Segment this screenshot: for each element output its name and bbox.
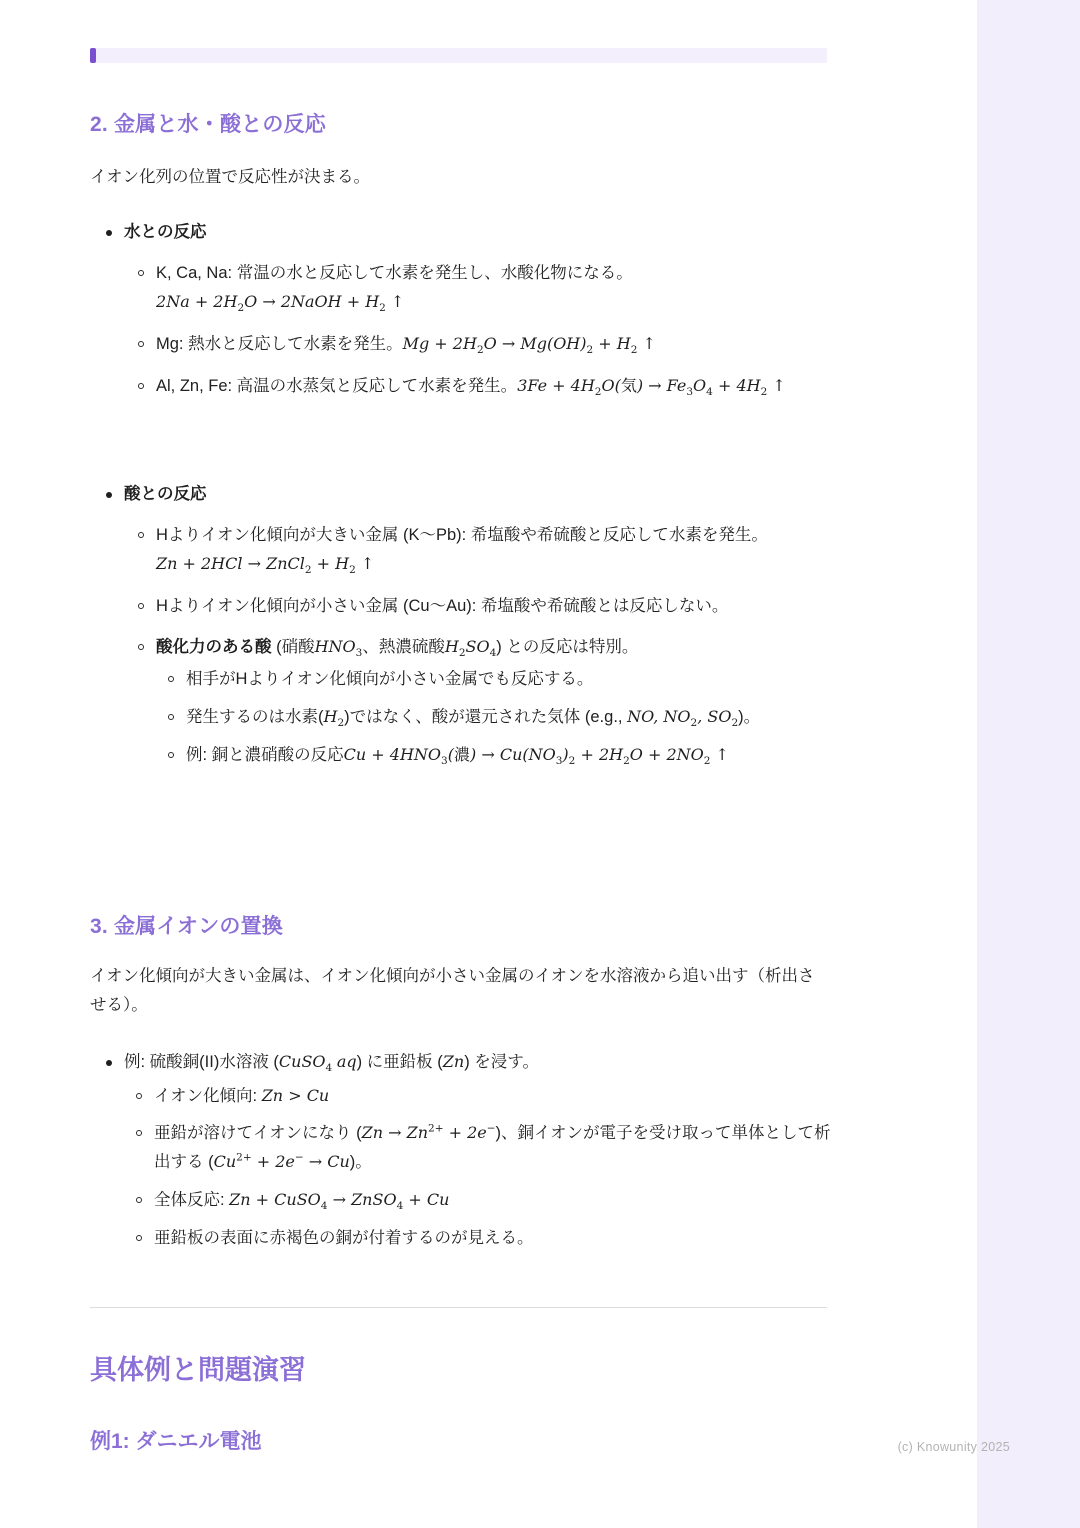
- list-item: イオン化傾向: Zn > Cu: [124, 1082, 835, 1111]
- oxidizing-acid-text: (硝酸$HNO_3$、熱濃硫酸$H_2SO_4$) との反応は特別。: [271, 637, 639, 660]
- right-side-strip: [977, 0, 1080, 1528]
- list-item-oxidizing-acid: [124, 633, 835, 770]
- item-text: Hよりイオン化傾向が大きい金属 (K〜Pb): 希塩酸や希硫酸と反応して水素を発生。: [156, 525, 768, 544]
- list-item: 全体反応: Zn + CuSO$_4$ → ZnSO$_4$ + Cu: [124, 1186, 835, 1216]
- list-item: [124, 259, 835, 318]
- formula-na-water: $2Na + 2H_2O$ → 2NaOH + $H_2$ ↑: [156, 292, 405, 315]
- list-item: 亜鉛板の表面に赤褐色の銅が付着するのが見える。: [124, 1224, 835, 1253]
- item-text: Al, Zn, Fe: 高温の水蒸気と反応して水素を発生。: [156, 376, 518, 395]
- example-lead-text: 例: 硫酸銅(II)水溶液 (CuSO$_4$ aq) に亜鉛板 (Zn) を浸す。: [124, 1052, 539, 1075]
- acid-reaction-group: [90, 480, 835, 782]
- substitution-example-group: [90, 1048, 835, 1261]
- water-reaction-list: [124, 259, 835, 402]
- list-item: [124, 521, 835, 580]
- item-text: K, Ca, Na: 常温の水と反応して水素を発生し、水酸化物になる。: [156, 263, 633, 282]
- watermark: (c) Knowunity 2025: [897, 1440, 1010, 1454]
- group-label-water: [90, 218, 835, 402]
- acid-reaction-list: [124, 521, 835, 771]
- item-text: Mg: 熱水と反応して水素を発生。: [156, 335, 403, 354]
- top-accent-bar: [90, 48, 827, 63]
- list-item: 例: 銅と濃硝酸の反応$Cu + 4HNO_3$(濃) → $Cu(NO_3)_2 + 2H_2O + 2NO_2$ ↑: [156, 741, 835, 771]
- water-reaction-group: [90, 218, 835, 414]
- oxidizing-acid-label: 酸化力のある酸: [156, 638, 272, 657]
- section-3-intro: イオン化傾向が大きい金属は、イオン化傾向が小さい金属のイオンを水溶液から追い出す（析出させる）。: [90, 967, 815, 1014]
- list-item: 亜鉛が溶けてイオンになり $(Zn \to Zn^{2+} + 2e^-)$、銅イオンが電子を受け取って単体として析出する $(Cu^{2+} + 2e^- \to Cu)$。: [124, 1119, 835, 1178]
- list-item: 相手がHよりイオン化傾向が小さい金属でも反応する。: [156, 665, 835, 694]
- section-divider: [90, 1307, 827, 1308]
- section-heading-2: 2. 金属と水・酸との反応: [90, 113, 326, 136]
- oxidizing-acid-sublist: [156, 665, 835, 770]
- list-item: [124, 372, 835, 402]
- section-2-intro: イオン化列の位置で反応性が決まる。: [90, 168, 371, 186]
- section-heading-3: 3. 金属イオンの置換: [90, 915, 283, 938]
- group-label-text: 水との反応: [124, 223, 207, 241]
- accent-marker: [90, 48, 96, 63]
- list-item: [124, 330, 835, 360]
- formula-zn-hcl: Zn + 2HCl → ZnCl$_2$ + $H_2$ ↑: [156, 554, 375, 577]
- list-item: 発生するのは水素$(H_2)$ではなく、酸が還元された気体 (e.g., NO, $NO_2$, $SO_2$)。: [156, 703, 835, 733]
- formula-mg-water: $Mg + 2H_2O \to Mg(OH)_2 + H_2$ ↑: [402, 334, 656, 357]
- formula-fe-steam: $3Fe + 4H_2O$(気) → $Fe_3O_4 + 4H_2$ ↑: [517, 375, 786, 399]
- item-text: Hよりイオン化傾向が小さい金属 (Cu〜Au): 希塩酸や希硫酸とは反応しない。: [156, 597, 729, 616]
- group-label-text: 酸との反応: [124, 485, 207, 503]
- example-heading: 例1: ダニエル電池: [90, 1430, 262, 1453]
- list-item: [124, 592, 835, 621]
- substitution-example-list: [124, 1082, 835, 1253]
- substitution-example-lead: [90, 1048, 835, 1253]
- group-label-acid: [90, 480, 835, 770]
- footer-heading: 具体例と問題演習: [90, 1355, 306, 1385]
